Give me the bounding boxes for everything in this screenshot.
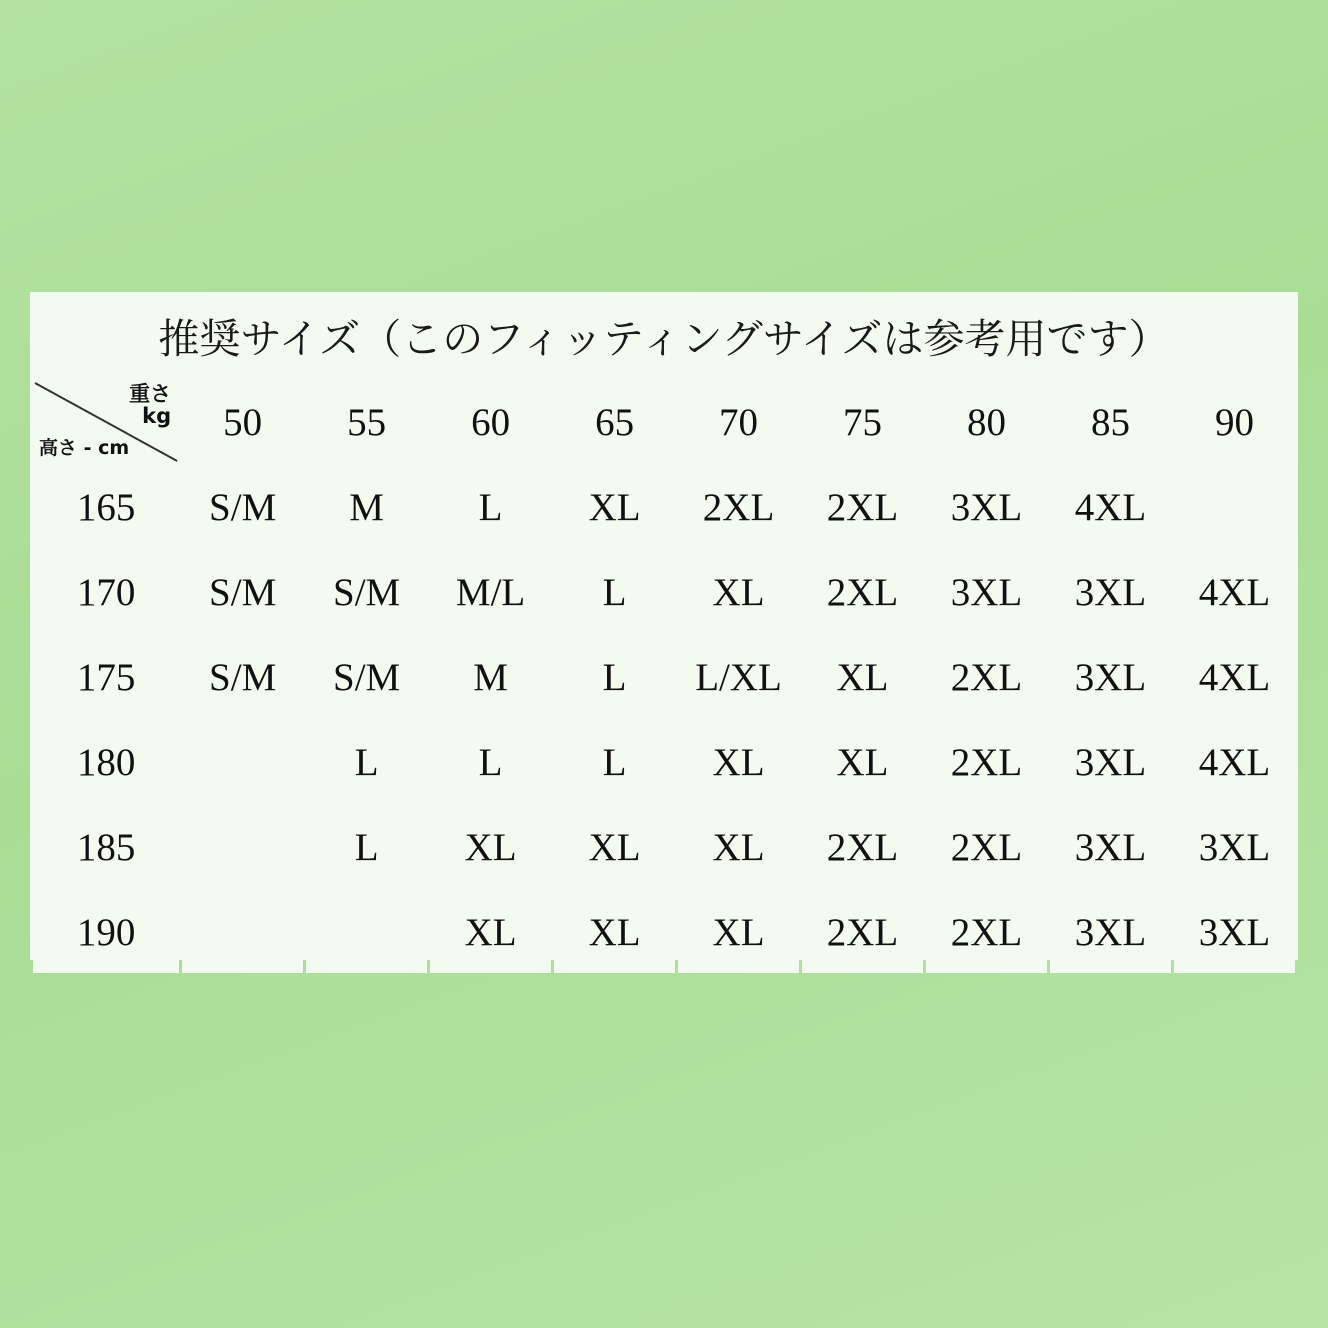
size-cell (1174, 466, 1295, 548)
size-cell: 2XL (678, 466, 799, 548)
size-cell: 2XL (802, 891, 923, 973)
weight-column-header: 65 (554, 381, 675, 463)
size-cell: XL (678, 551, 799, 633)
axis-corner-cell (33, 381, 179, 463)
size-cell: 3XL (1050, 636, 1171, 718)
weight-column-header: 70 (678, 381, 799, 463)
table-row (33, 806, 1295, 888)
size-cell: XL (678, 721, 799, 803)
height-row-header: 175 (33, 636, 179, 718)
height-axis-label: 高さ - cm (39, 437, 130, 459)
weight-axis-unit: kg (142, 404, 172, 429)
size-cell: 4XL (1174, 721, 1295, 803)
height-row-header: 185 (33, 806, 179, 888)
size-cell: 2XL (802, 551, 923, 633)
size-cell: L/XL (678, 636, 799, 718)
height-row-header: 180 (33, 721, 179, 803)
size-cell (306, 891, 427, 973)
weight-column-header: 75 (802, 381, 923, 463)
table-body (33, 466, 1295, 973)
height-row-header: 170 (33, 551, 179, 633)
size-cell: XL (554, 891, 675, 973)
size-cell: XL (802, 636, 923, 718)
table-row (33, 891, 1295, 973)
table-header-row (33, 381, 1295, 463)
recommended-size-table (30, 378, 1298, 976)
table-row (33, 636, 1295, 718)
size-cell: L (554, 636, 675, 718)
size-cell: XL (678, 891, 799, 973)
size-cell: 3XL (1050, 721, 1171, 803)
size-cell: 2XL (926, 891, 1047, 973)
size-cell: XL (430, 891, 551, 973)
size-cell: XL (430, 806, 551, 888)
size-cell: 2XL (926, 721, 1047, 803)
size-cell: S/M (182, 466, 303, 548)
size-cell: L (306, 806, 427, 888)
size-cell: 3XL (1050, 551, 1171, 633)
size-cell: XL (678, 806, 799, 888)
page-title: 推奨サイズ（このフィッティングサイズは参考用です） (158, 314, 1170, 363)
size-cell: 3XL (1050, 891, 1171, 973)
size-cell: 2XL (926, 636, 1047, 718)
size-cell: 3XL (1174, 891, 1295, 973)
weight-column-header: 50 (182, 381, 303, 463)
size-cell: L (554, 551, 675, 633)
size-cell: M (430, 636, 551, 718)
size-cell: 3XL (926, 466, 1047, 548)
size-cell (182, 721, 303, 803)
height-row-header: 165 (33, 466, 179, 548)
size-cell: L (554, 721, 675, 803)
size-cell: L (306, 721, 427, 803)
size-cell: XL (554, 466, 675, 548)
size-cell: S/M (182, 551, 303, 633)
size-cell: 4XL (1050, 466, 1171, 548)
weight-column-header: 90 (1174, 381, 1295, 463)
size-cell: M (306, 466, 427, 548)
table-row (33, 466, 1295, 548)
size-cell: S/M (182, 636, 303, 718)
size-cell: XL (554, 806, 675, 888)
weight-column-header: 60 (430, 381, 551, 463)
size-cell: 2XL (926, 806, 1047, 888)
size-chart-card (30, 292, 1298, 960)
size-cell: 4XL (1174, 551, 1295, 633)
table-row (33, 551, 1295, 633)
weight-column-header: 80 (926, 381, 1047, 463)
table-row (33, 721, 1295, 803)
height-row-header: 190 (33, 891, 179, 973)
weight-axis-label-text: 重さ (129, 382, 172, 406)
size-cell: 3XL (1050, 806, 1171, 888)
weight-column-header: 85 (1050, 381, 1171, 463)
size-cell: S/M (306, 636, 427, 718)
size-cell: 2XL (802, 806, 923, 888)
weight-column-header: 55 (306, 381, 427, 463)
size-cell: 3XL (926, 551, 1047, 633)
size-cell (182, 891, 303, 973)
size-cell: 2XL (802, 466, 923, 548)
size-cell: M/L (430, 551, 551, 633)
size-cell: S/M (306, 551, 427, 633)
size-cell: L (430, 466, 551, 548)
size-cell: 4XL (1174, 636, 1295, 718)
size-cell: XL (802, 721, 923, 803)
size-cell: 3XL (1174, 806, 1295, 888)
weight-axis-label (129, 383, 171, 427)
size-cell: L (430, 721, 551, 803)
size-cell (182, 806, 303, 888)
